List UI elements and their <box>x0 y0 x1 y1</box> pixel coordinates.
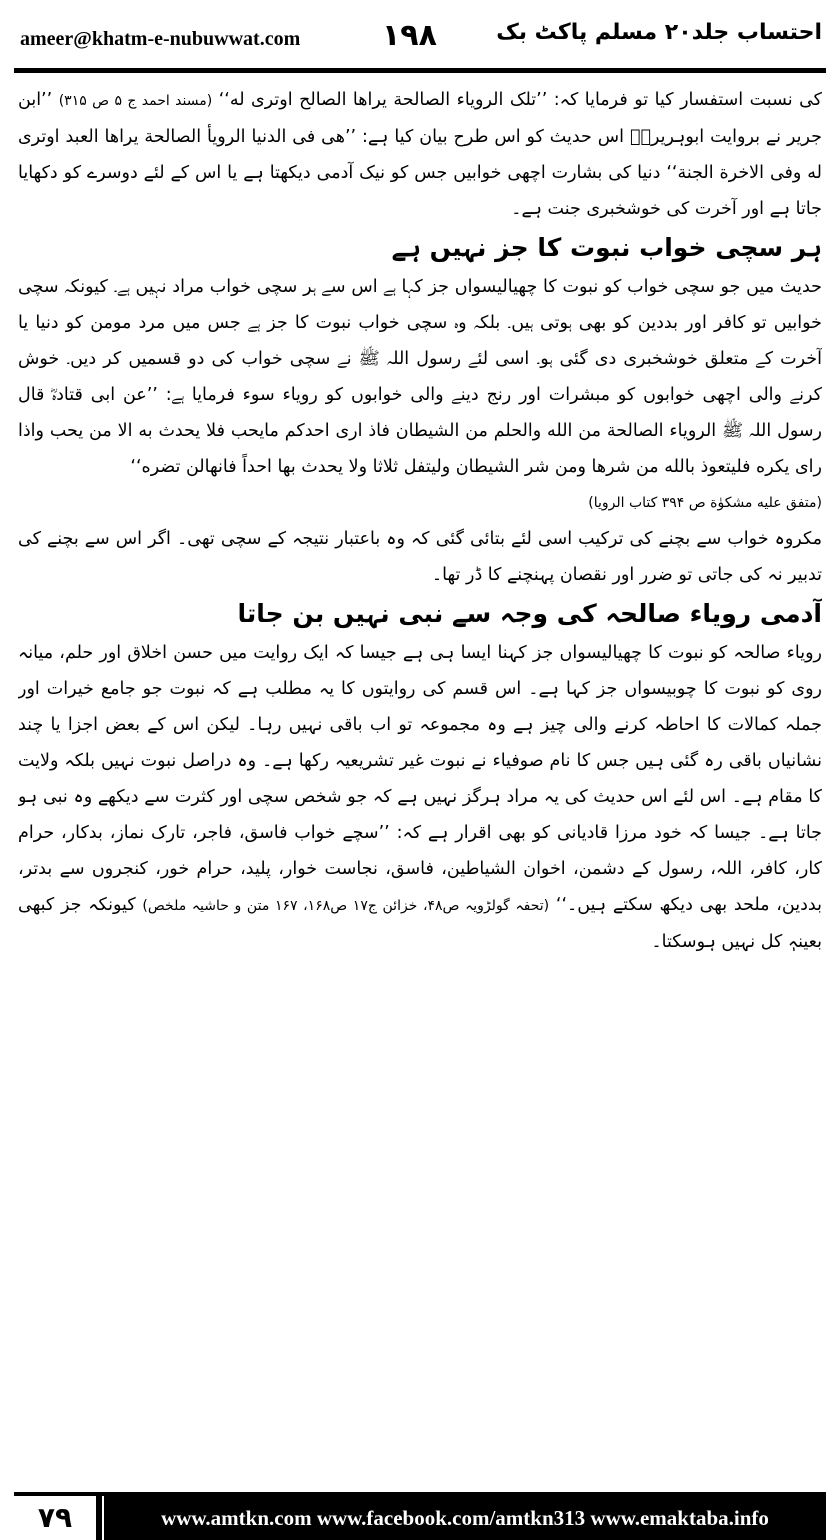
footer-page-number: ۷۹ <box>14 1496 102 1540</box>
paragraph-1-text: کی نسبت استفسار کیا تو فرمایا کہ: ’’تلک الرویاء الصالحة یراها الصالح اوتری له‘‘ <box>218 90 822 110</box>
section-heading-1: ہر سچی خواب نبوت کا جز نہیں ہے <box>391 233 822 262</box>
paragraph-2-text: حدیث میں جو سچی خواب کو نبوت کا چھیالیسواں جز کہا ہے اس سے ہر سچی خواب مراد نہیں ہے۔ کیونکہ سچی خوابیں تو کافر اور بددین کو بھی ہوتی ہیں۔ بلکہ وہ سچی خواب نبوت کا جز ہے جس میں مرد مومن کو دنیا یا آخرت کے متعلق خوشخبری دی گئی ہو۔ اسی لئے رسول اللہ ﷺ نے سچی خواب کی دو قسمیں کر دیں۔ خوش کرنے والی اچھی خوابوں کو مبشرات اور رنج دینے والی خوابوں کو رویاء سوء فرمایا ہے: ’’عن ابی قتادہؓ قال رسول اللہ ﷺ الرویاء الصالحة من الله والحلم من الشیطان فاذ اری احدکم مایحب فلا یحدث به الا من یحب واذا رای یکره فلیتعوذ بالله من شرها ومن شر الشیطان ولیتفل ثلاثا ولا یحدث بها احداً فانهالن تضره‘‘ <box>18 277 822 477</box>
section-heading-2: آدمی رویاء صالحہ کی وجہ سے نبی نہیں بن جاتا <box>237 599 822 628</box>
citation-mishkat: (متفق علیه مشکوٰة ص ۳۹۴ کتاب الرویا) <box>588 495 822 511</box>
header-book-title: احتساب جلد۲۰ مسلم پاکٹ بک <box>496 20 822 45</box>
reference-musnad-ahmad: (مسند احمد ج ۵ ص ۳۱۵) <box>58 93 213 109</box>
page-header <box>0 0 840 70</box>
paragraph-2 <box>18 269 822 521</box>
paragraph-4 <box>18 635 822 960</box>
paragraph-4-end: کیونکہ جز کبھی بعینہٖ کل نہیں ہوسکتا۔ <box>18 895 822 952</box>
header-page-number: ۱۹۸ <box>382 18 437 53</box>
paragraph-1 <box>18 82 822 227</box>
paragraph-4-text: رویاء صالحہ کو نبوت کا چھیالیسواں جز کہنا ایسا ہی ہے جیسا کہ ایک روایت میں حسن اخلاق اور حلم، میانہ روی کو نبوت کا چوبیسواں جز کہا ہے۔ اس قسم کی روایتوں کا یہ مطلب ہے کہ نبوت جو جامع خیرات اور جملہ کمالات کا احاطہ کرنے والی چیز ہے وہ مجموعہ تو اب باقی نہیں رہا۔ لیکن اس کے بعض اجزا یا چند نشانیاں باقی رہ گئی ہیں جس کا نام صوفیاء نے نبوت غیر تشریعیہ رکھا ہے۔ وہ دراصل نبوت نہیں بلکہ ولایت کا مقام ہے۔ اس لئے اس حدیث کی یہ مراد ہرگز نہیں ہے کہ جو شخص سچی اور کثرت سے دیکھے وہ نبی ہو جاتا ہے۔ جیسا کہ خود مرزا قادیانی کو بھی اقرار ہے کہ: ’’سچے خواب فاسق، فاجر، تارک نماز، بدکار، حرام کار، کافر، اللہ، رسول کے دشمن، اخوان الشیاطین، فاسق، نجاست خوار، پلید، حرام خور، کنجروں سے بدتر، بددین، ملحد بھی دیکھ سکتے ہیں۔‘‘ <box>18 643 822 915</box>
reference-tuhfa-golarwiya: (تحفہ گولڑویہ ص۴۸، خزائن ج۱۷ ص۱۶۸، ۱۶۷ متن و حاشیہ ملخص) <box>142 898 550 914</box>
page-body <box>18 82 822 1482</box>
paragraph-3: مکروہ خواب سے بچنے کی ترکیب اسی لئے بتائی گئی کہ وہ باعتبار نتیجہ کے سچی تھی۔ اگر اس سے بچنے کی تدبیر نہ کی جاتی تو ضرر اور نقصان پہنچنے کا ڈر تھا۔ <box>18 529 822 585</box>
page-footer <box>0 1492 840 1540</box>
footer-links[interactable]: www.amtkn.com www.facebook.com/amtkn313 www.emaktaba.info <box>104 1496 826 1540</box>
header-email: ameer@khatm-e-nubuwwat.com <box>20 28 301 50</box>
paragraph-1-continued: ’’ابن جریر نے بروایت ابوہریرہؓ اس حدیث کو اس طرح بیان کیا ہے: ’’هی فی الدنیا الرویأ الصالحة یراها العبد اوتری له وفی الاخرة الجنة‘‘ دنیا کی بشارت اچھی خوابیں جس کو نیک آدمی دیکھتا ہے یا اس کے لئے دوسرے کو دکھایا جاتا ہے اور آخرت کی خوشخبری جنت ہے۔ <box>18 90 822 219</box>
header-rule <box>14 68 826 73</box>
